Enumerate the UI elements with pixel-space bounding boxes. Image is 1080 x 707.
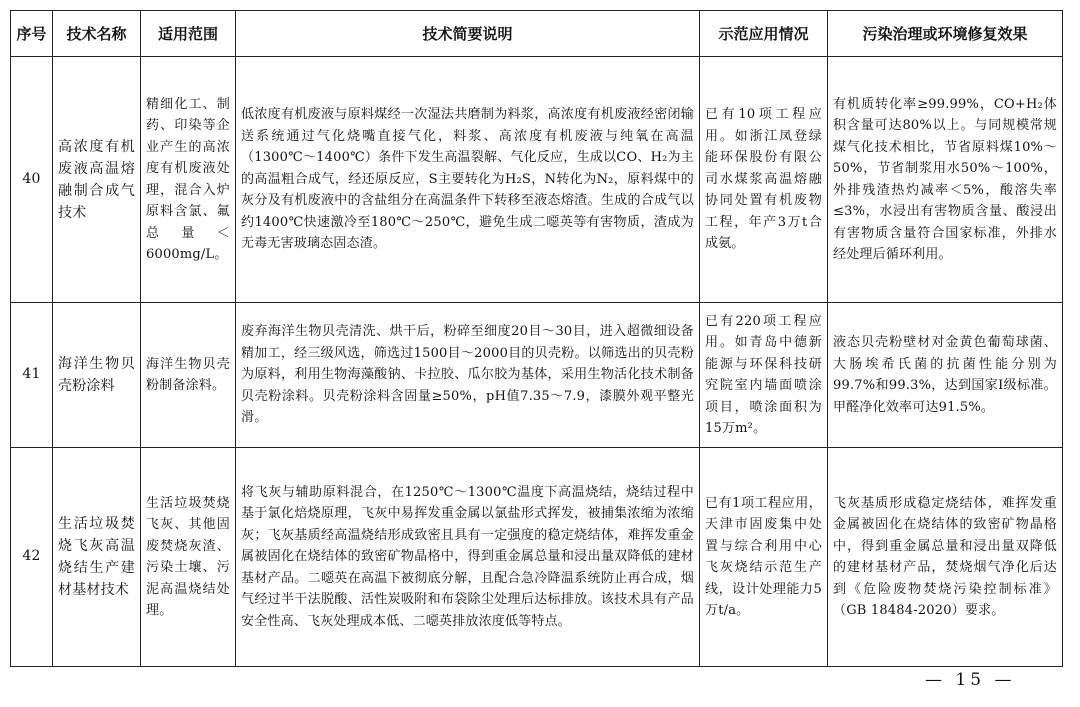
row-scope: 海洋生物贝壳粉制备涂料。 (141, 303, 236, 448)
table-header-row (11, 11, 1063, 57)
row-scope: 生活垃圾焚烧飞灰、其他固废焚烧灰渣、污染土壤、污泥高温烧结处理。 (141, 448, 236, 667)
row-application: 已有1项工程应用，天津市固废集中处置与综合利用中心飞灰烧结示范生产线，设计处理能力5万t/a。 (700, 448, 828, 667)
row-tech-name: 高浓度有机废液高温熔融制合成气技术 (53, 57, 141, 303)
row-description: 低浓度有机废液与原料煤经一次湿法共磨制为料浆，高浓度有机废液经密闭输送系统通过气化烧嘴直接气化，料浆、高浓度有机废液与纯氧在高温（1300℃～1400℃）条件下发生高温裂解、气化反应，生成以CO、H₂为主的高温粗合成气，经还原反应，S主要转化为H₂S，N转化为N₂，原料煤中的灰分及有机废液中的含盐组分在高温条件下转移至液态熔渣。生成的合成气以约1400℃快速激冷至180℃～250℃，避免生成二噁英等有害物质，渣成为无毒无害玻璃态固态渣。 (236, 57, 700, 303)
header-seq: 序号 (11, 11, 53, 57)
table-row (11, 448, 1063, 667)
technology-table (10, 10, 1063, 667)
header-tech-name: 技术名称 (53, 11, 141, 57)
header-effect: 污染治理或环境修复效果 (828, 11, 1063, 57)
row-description: 将飞灰与辅助原料混合，在1250℃～1300℃温度下高温烧结，烧结过程中基于氯化焙烧原理，飞灰中易挥发重金属以氯盐形式挥发，被捕集浓缩为浓缩灰；飞灰基质经高温烧结形成致密且具有一定强度的稳定烧结体，难挥发重金属被固化在烧结体的致密矿物晶格中，得到重金属总量和浸出量双降低的建材基材产品。二噁英在高温下被彻底分解，且配合急冷降温系统防止再合成，烟气经过半干法脱酸、活性炭吸附和布袋除尘处理后达标排放。该技术具有产品安全性高、飞灰处理成本低、二噁英排放浓度低等特点。 (236, 448, 700, 667)
header-description: 技术简要说明 (236, 11, 700, 57)
row-application: 已有10项工程应用。如浙江凤登绿能环保股份有限公司水煤浆高温熔融协同处置有机废物工程，年产3万t合成氨。 (700, 57, 828, 303)
row-effect: 有机质转化率≥99.99%，CO+H₂体积含量可达80%以上。与同规模常规煤气化技术相比，节省原料煤10%～50%，节省制浆用水50%～100%，外排残渣热灼减率＜5%，酸溶失率≤3%，水浸出有害物质含量、酸浸出有害物质含量符合国家标准，外排水经处理后循环利用。 (828, 57, 1063, 303)
header-application: 示范应用情况 (700, 11, 828, 57)
row-description: 废弃海洋生物贝壳清洗、烘干后，粉碎至细度20目～30目，进入超微细设备精加工，经三级风选，筛选过1500目～2000目的贝壳粉。以筛选出的贝壳粉为原料，利用生物海藻酸钠、卡拉胶、瓜尔胶为基体，采用生物活化技术制备贝壳粉涂料。贝壳粉涂料含固量≥50%，pH值7.35～7.9，漆膜外观平整光滑。 (236, 303, 700, 448)
row-id: 42 (11, 448, 53, 667)
header-scope: 适用范围 (141, 11, 236, 57)
row-effect: 液态贝壳粉壁材对金黄色葡萄球菌、大肠埃希氏菌的抗菌性能分别为99.7%和99.3%，达到国家I级标准。甲醛净化效率可达91.5%。 (828, 303, 1063, 448)
row-tech-name: 海洋生物贝壳粉涂料 (53, 303, 141, 448)
table-row (11, 303, 1063, 448)
row-application: 已有220项工程应用。如青岛中德新能源与环保科技研究院室内墙面喷涂项目，喷涂面积为15万m²。 (700, 303, 828, 448)
page-number: — 15 — (925, 670, 1016, 690)
row-effect: 飞灰基质形成稳定烧结体，难挥发重金属被固化在烧结体的致密矿物晶格中，得到重金属总量和浸出量双降低的建材基材产品，焚烧烟气净化后达到《危险废物焚烧污染控制标准》（GB 18484-2020）要求。 (828, 448, 1063, 667)
row-scope: 精细化工、制药、印染等企业产生的高浓度有机废液处理，混合入炉原料含氯、氟总量＜6000mg/L。 (141, 57, 236, 303)
table-row (11, 57, 1063, 303)
row-id: 41 (11, 303, 53, 448)
row-id: 40 (11, 57, 53, 303)
row-tech-name: 生活垃圾焚烧飞灰高温烧结生产建材基材技术 (53, 448, 141, 667)
